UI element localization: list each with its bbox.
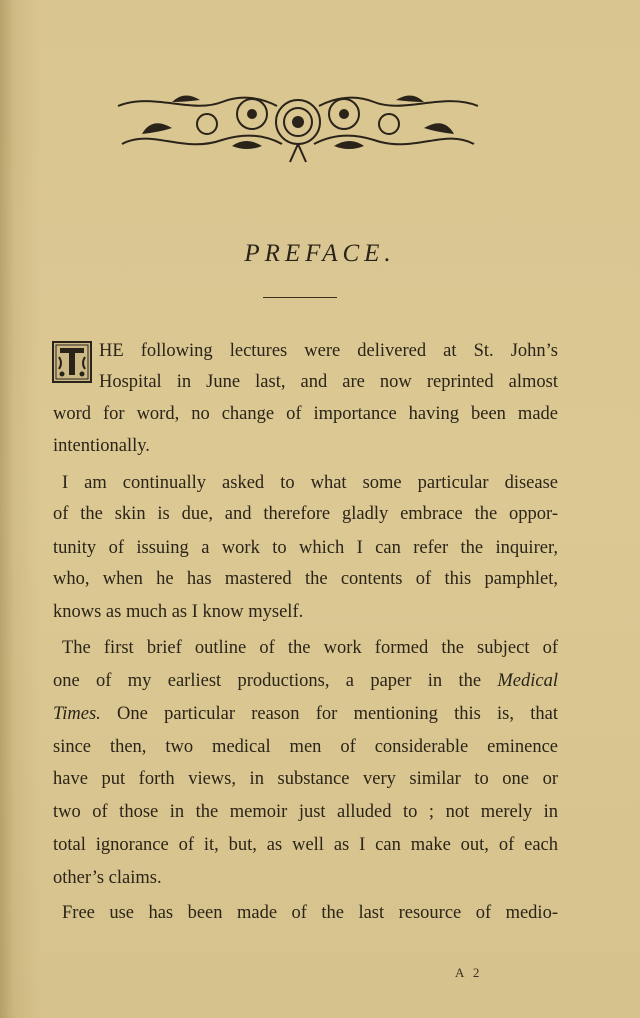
text-line-18: Free use has been made of the last resource of medio- [62, 903, 558, 923]
text-line-4: intentionally. [53, 436, 150, 456]
text-line-16: total ignorance of it, but, as well as I can make out, of each [53, 835, 558, 855]
text-line-15: two of those in the memoir just alluded to ; not merely in [53, 802, 558, 822]
text-line-3: word for word, no change of importance having been made [53, 404, 558, 424]
drop-cap [52, 341, 92, 383]
text-line-17: other’s claims. [53, 868, 162, 888]
journal-name-italic: Medical [497, 671, 558, 691]
text-line-2: Hospital in June last, and are now reprinted almost [99, 372, 558, 392]
text-line-6: of the skin is due, and therefore gladly embrace the oppor- [53, 504, 558, 524]
text-line-13: since then, two medical men of considerable eminence [53, 737, 558, 757]
text-line-10: The first brief outline of the work formed the subject of [62, 638, 558, 658]
text-line-1: HE following lectures were delivered at St. John’s [99, 341, 558, 361]
text-line-8: who, when he has mastered the contents of this pamphlet, [53, 569, 558, 589]
page-title: PREFACE. [244, 240, 396, 267]
text-line-14: have put forth views, in substance very similar to one or [53, 769, 558, 789]
text-line-7: tunity of issuing a work to which I can refer the inquirer, [53, 538, 558, 558]
text-line-11 [53, 670, 558, 692]
text-line-12 [53, 703, 558, 725]
journal-name-italic-cont: Times. [53, 704, 101, 724]
ornamental-headpiece [112, 84, 484, 166]
text-segment: one of my earliest productions, a paper in the [53, 671, 498, 691]
text-segment: One particular reason for mentioning this is, that [100, 704, 558, 724]
title-rule [263, 297, 337, 298]
text-line-9: knows as much as I know myself. [53, 602, 304, 622]
signature-mark: A 2 [455, 965, 483, 980]
text-line-5: I am continually asked to what some particular disease [62, 473, 558, 493]
